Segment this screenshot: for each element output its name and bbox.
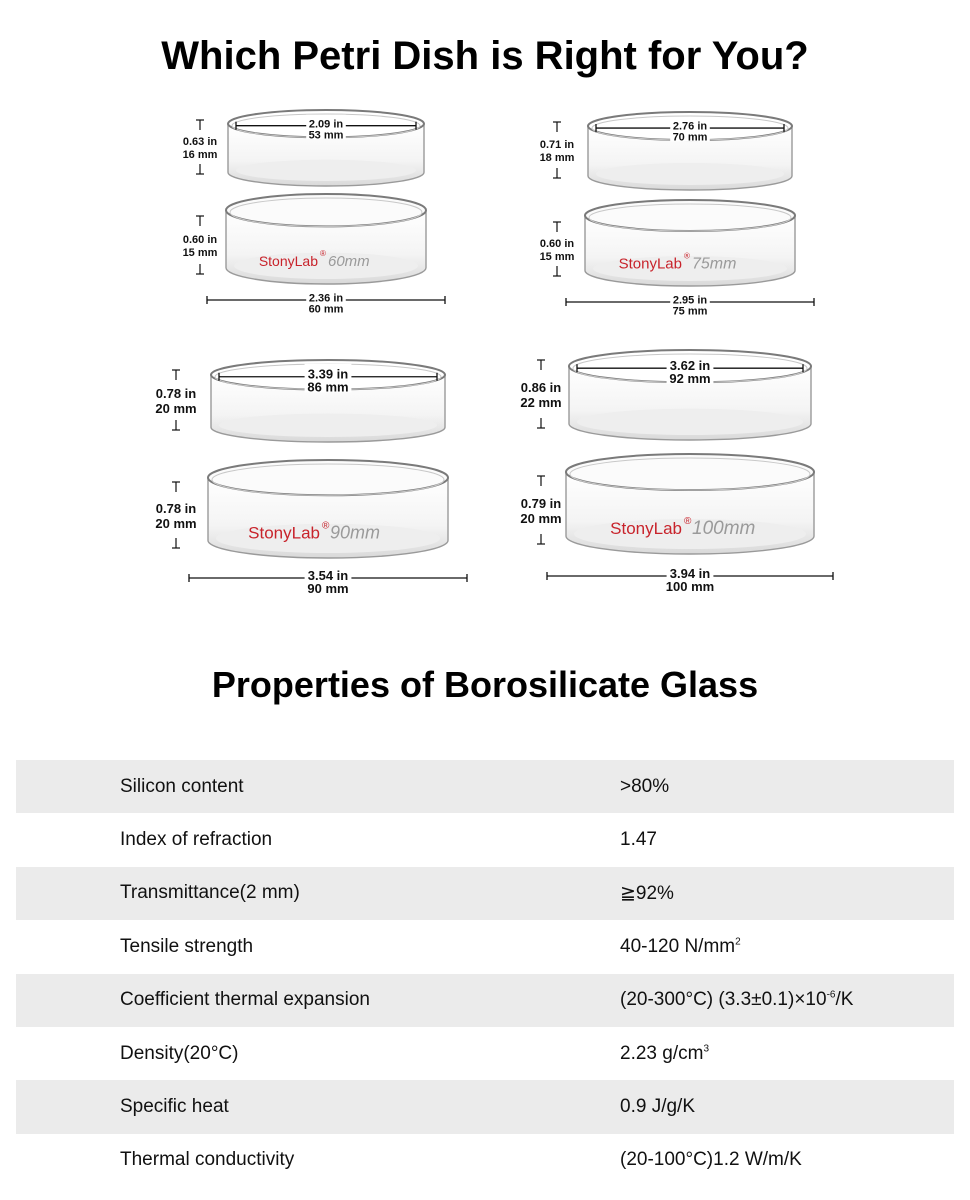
base-diameter-in: 3.94 in [669, 565, 711, 581]
property-value: >80% [620, 775, 670, 797]
property-row [16, 867, 954, 920]
base-diameter-in: 2.36 in [308, 292, 344, 305]
base-height-mm: 15 mm [539, 251, 575, 263]
lid-floor [219, 413, 437, 437]
brand-label: StonyLab [258, 252, 318, 269]
lid-height-in: 0.78 in [155, 386, 197, 401]
size-label: 75mm [692, 255, 737, 273]
property-name: Coefficient thermal expansion [120, 989, 370, 1011]
property-name: Transmittance(2 mm) [120, 882, 300, 904]
base-height-in: 0.78 in [155, 501, 197, 516]
base-diameter-mm: 90 mm [307, 580, 349, 596]
property-name: Density(20°C) [120, 1042, 239, 1064]
petri-dish-100mm [520, 350, 833, 594]
base-diameter-mm: 75 mm [672, 305, 708, 318]
superscript: -6 [826, 989, 836, 1001]
petri-dish-75mm [540, 112, 814, 318]
property-value: (20-100°C)1.2 W/m/K [620, 1149, 802, 1171]
properties-table [16, 760, 954, 1187]
lid-height-mm: 22 mm [520, 395, 562, 410]
base-diameter-in: 2.95 in [672, 294, 708, 307]
property-name: Thermal conductivity [120, 1149, 295, 1171]
lid-floor [236, 160, 416, 181]
lid-height-in: 0.86 in [520, 380, 562, 395]
lid-diameter-in: 3.62 in [669, 358, 711, 374]
base-diameter-mm: 100 mm [665, 578, 715, 594]
properties-section-title: Properties of Borosilicate Glass [211, 664, 759, 705]
petri-dish-60mm [183, 110, 445, 316]
base-height-mm: 20 mm [520, 511, 562, 526]
base-height-in: 0.79 in [520, 496, 562, 511]
property-name: Specific heat [120, 1096, 229, 1118]
property-row [16, 813, 954, 866]
registered-mark: ® [322, 520, 330, 532]
property-value: 1.47 [620, 829, 657, 851]
brand-label: StonyLab [618, 255, 682, 273]
lid-diameter-in: 2.09 in [308, 118, 344, 131]
property-value: 2.23 $g/cm^3$ [620, 1042, 709, 1064]
property-row [16, 760, 954, 813]
registered-mark: ® [684, 516, 692, 527]
property-value: (20-300°C) $(3.3\pm 0.1)\times 10^{-6}/K$ [620, 989, 854, 1011]
lid-floor [596, 163, 784, 185]
lid-diameter-in: 3.39 in [307, 366, 349, 382]
brand-label: StonyLab [610, 519, 682, 538]
base-height-mm: 20 mm [155, 516, 197, 531]
base-diameter-in: 3.54 in [307, 567, 349, 583]
lid-diameter-in: 2.76 in [672, 120, 708, 133]
registered-mark: ® [320, 248, 326, 258]
property-name: Silicon content [120, 775, 244, 797]
petri-dish-90mm [155, 360, 467, 596]
lid-diameter-mm: 86 mm [307, 379, 349, 395]
brand-label: StonyLab [248, 523, 320, 543]
dish-section-title: Which Petri Dish is Right for You? [161, 34, 809, 78]
lid-diameter-mm: 53 mm [308, 129, 344, 142]
property-value: ≧92% [620, 882, 674, 904]
property-row [16, 1027, 954, 1080]
property-value: 0.9 J/g/K [620, 1096, 695, 1118]
size-label: 100mm [692, 518, 756, 539]
lid-height-mm: 16 mm [182, 149, 218, 161]
size-label: 90mm [330, 522, 381, 543]
base-height-mm: 15 mm [182, 247, 218, 259]
lid-diameter-mm: 92 mm [669, 371, 711, 387]
lid-height-mm: 18 mm [539, 152, 575, 164]
superscript: 3 [703, 1043, 709, 1055]
property-name: Tensile strength [120, 935, 254, 957]
property-name: Index of refraction [120, 829, 273, 851]
size-label: 60mm [328, 252, 370, 270]
lid-height-in: 0.71 in [539, 139, 575, 151]
registered-mark: ® [684, 251, 690, 261]
property-row [16, 920, 954, 973]
property-row [16, 1134, 954, 1187]
property-row [16, 974, 954, 1027]
base-diameter-mm: 60 mm [308, 303, 344, 316]
lid-height-in: 0.63 in [182, 136, 218, 148]
superscript: 2 [735, 936, 741, 948]
lid-diameter-mm: 70 mm [672, 131, 708, 144]
lid-floor [577, 409, 803, 435]
lid-height-mm: 20 mm [155, 401, 197, 416]
property-row [16, 1080, 954, 1133]
base-height-in: 0.60 in [182, 234, 218, 246]
property-value: 40-120 $N/mm^2$ [620, 935, 741, 957]
base-height-in: 0.60 in [539, 238, 575, 250]
